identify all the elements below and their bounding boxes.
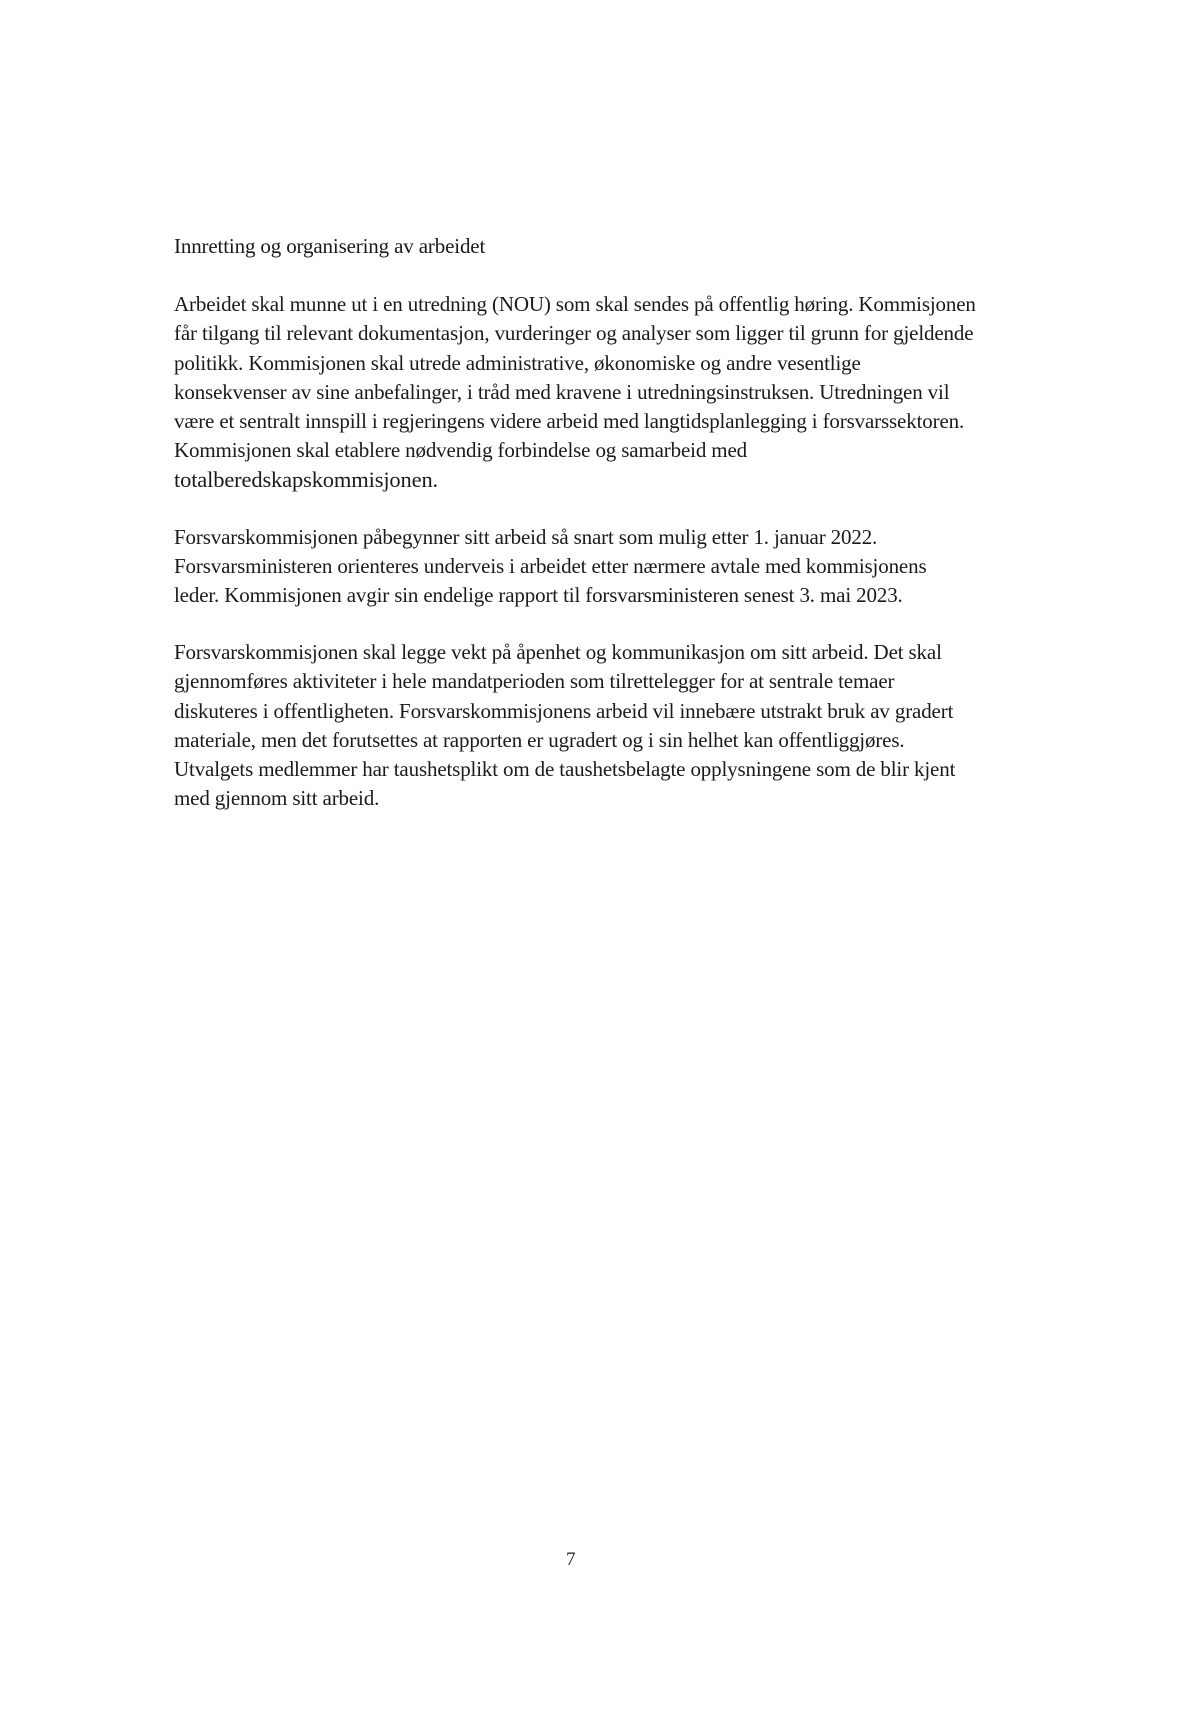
paragraph-line: Kommisjonen skal etablere nødvendig forbindelse og samarbeid med <box>174 438 747 463</box>
paragraph-line: Forsvarskommisjonen påbegynner sitt arbeid så snart som mulig etter 1. januar 2022. <box>174 524 878 549</box>
paragraph-line: totalberedskapskommisjonen. <box>174 467 439 493</box>
paragraph-openness <box>174 638 1074 813</box>
paragraph-line: være et sentralt innspill i regjeringens videre arbeid med langtidsplanlegging i forsvarssektoren. <box>174 409 965 434</box>
paragraph-line: med gjennom sitt arbeid. <box>174 786 380 811</box>
section-heading: Innretting og organisering av arbeidet <box>174 234 486 258</box>
paragraph-line: diskuteres i offentligheten. Forsvarskommisjonens arbeid vil innebære utstrakt bruk av gradert <box>174 698 954 723</box>
page-number: 7 <box>566 1549 576 1570</box>
paragraph-line: Arbeidet skal munne ut i en utredning (NOU) som skal sendes på offentlig høring. Kommisjonen <box>174 292 976 317</box>
paragraph-line: Utvalgets medlemmer har taushetsplikt om de taushetsbelagte opplysningene som de blir kjent <box>174 757 956 782</box>
paragraph-line: gjennomføres aktiviteter i hele mandatperioden som tilrettelegger for at sentrale temaer <box>174 669 895 694</box>
paragraph-scope <box>174 290 1074 494</box>
paragraph-line: får tilgang til relevant dokumentasjon, vurderinger og analyser som ligger til grunn for gjeldende <box>174 321 974 346</box>
paragraph-line: leder. Kommisjonen avgir sin endelige rapport til forsvarsministeren senest 3. mai 2023. <box>174 583 903 608</box>
paragraph-line: politikk. Kommisjonen skal utrede administrative, økonomiske og andre vesentlige <box>174 350 861 375</box>
paragraph-line: materiale, men det forutsettes at rapporten er ugradert og i sin helhet kan offentliggjøres. <box>174 727 905 752</box>
paragraph-line: konsekvenser av sine anbefalinger, i tråd med kravene i utredningsinstruksen. Utredningen vil <box>174 379 950 404</box>
document-body <box>174 232 1074 841</box>
paragraph-timeline <box>174 523 1074 611</box>
paragraph-line: Forsvarskommisjonen skal legge vekt på åpenhet og kommunikasjon om sitt arbeid. Det skal <box>174 640 942 665</box>
paragraph-line: Forsvarsministeren orienteres underveis i arbeidet etter nærmere avtale med kommisjonens <box>174 553 927 578</box>
